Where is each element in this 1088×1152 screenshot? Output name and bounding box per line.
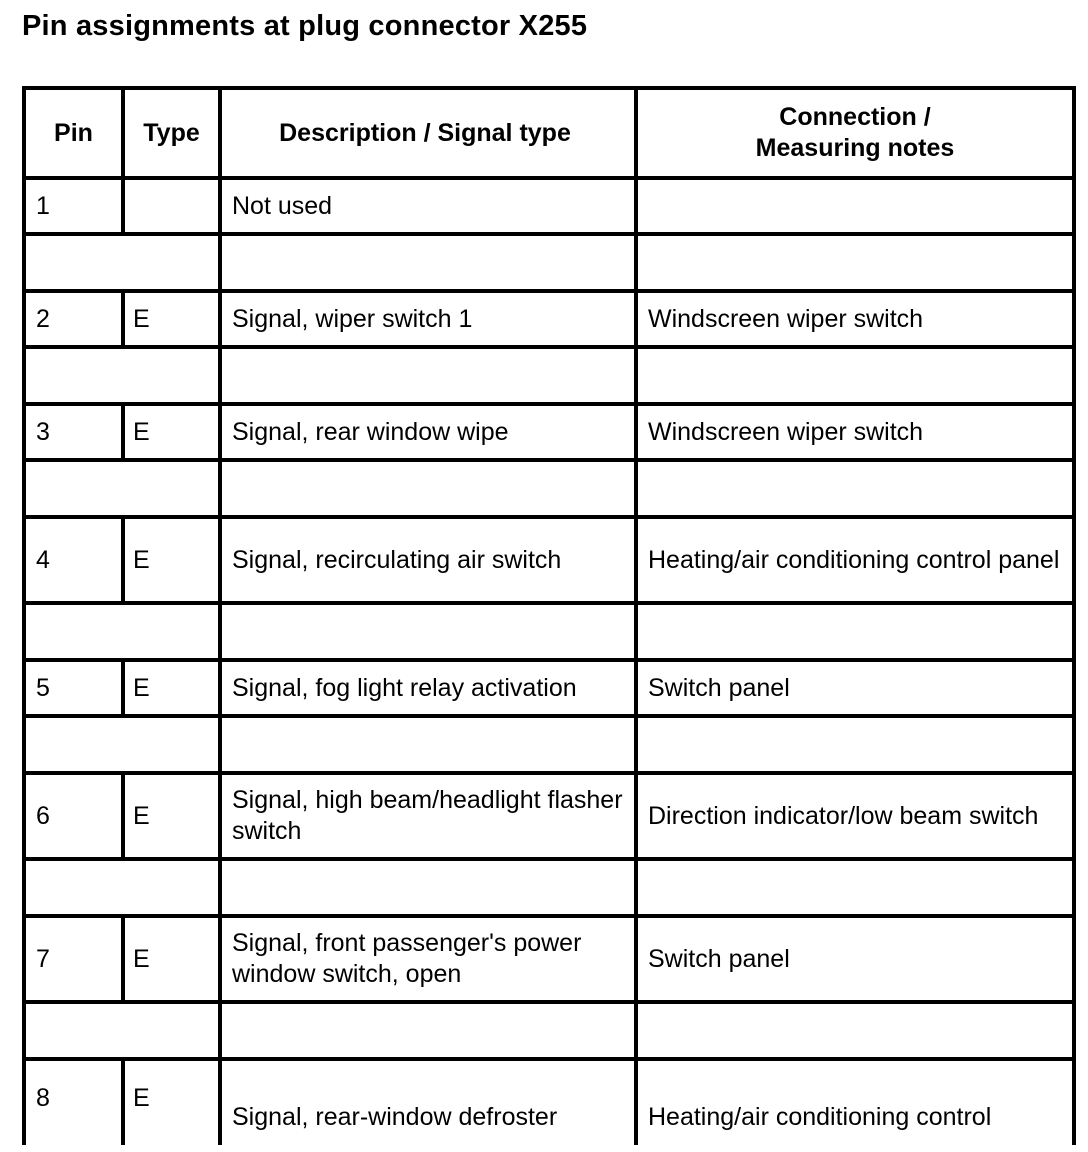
table-row (26, 406, 1072, 462)
description-cell: Signal, high beam/headlight flasher switch (218, 775, 634, 857)
header-type: Type (121, 90, 218, 176)
connection-cell: Heating/air conditioning control panel (634, 519, 1072, 601)
type-cell: E (121, 293, 218, 345)
description-cell: Not used (218, 180, 634, 232)
page-title: Pin assignments at plug connector X255 (22, 10, 588, 42)
description-cell: Signal, rear-window defroster (218, 1061, 634, 1145)
spacer-row (26, 1004, 1072, 1061)
description-cell: Signal, fog light relay activation (218, 662, 634, 714)
spacer-row (26, 718, 1072, 775)
table-header-row (26, 90, 1072, 180)
connection-cell: Windscreen wiper switch (634, 293, 1072, 345)
type-cell: E (121, 406, 218, 458)
pin-cell: 8 (36, 1084, 50, 1112)
spacer-row (26, 462, 1072, 519)
table-row (26, 180, 1072, 236)
table-row (26, 1061, 1072, 1145)
header-connection-line1: Connection / (779, 103, 931, 131)
type-cell: E (121, 1061, 218, 1145)
table-row (26, 662, 1072, 718)
connection-cell: Windscreen wiper switch (634, 406, 1072, 458)
connection-cell: Switch panel (634, 918, 1072, 1000)
table-row (26, 918, 1072, 1004)
pin-cell: 1 (36, 191, 50, 220)
type-cell: E (121, 662, 218, 714)
connection-cell (634, 180, 1072, 232)
pin-assignment-table (22, 86, 1076, 1145)
pin-cell: 3 (36, 417, 50, 446)
connection-cell: Switch panel (634, 662, 1072, 714)
pin-cell: 2 (36, 304, 50, 333)
description-cell: Signal, rear window wipe (218, 406, 634, 458)
type-cell (121, 180, 218, 232)
table-row (26, 519, 1072, 605)
header-connection (634, 90, 1072, 176)
table-row (26, 775, 1072, 861)
pin-cell: 5 (36, 673, 50, 702)
header-pin: Pin (54, 118, 93, 147)
type-cell: E (121, 519, 218, 601)
pin-cell: 7 (36, 944, 50, 973)
spacer-row (26, 861, 1072, 918)
table-row (26, 293, 1072, 349)
header-description: Description / Signal type (218, 90, 634, 176)
spacer-row (26, 605, 1072, 662)
spacer-row (26, 236, 1072, 293)
pin-cell: 6 (36, 801, 50, 830)
connection-cell: Heating/air conditioning control (634, 1061, 1072, 1145)
description-cell: Signal, front passenger's power window switch, open (218, 918, 634, 1000)
type-cell: E (121, 918, 218, 1000)
type-cell: E (121, 775, 218, 857)
connection-cell: Direction indicator/low beam switch (634, 775, 1072, 857)
description-cell: Signal, wiper switch 1 (218, 293, 634, 345)
pin-cell: 4 (36, 545, 50, 574)
header-connection-line2: Measuring notes (755, 134, 955, 162)
description-cell: Signal, recirculating air switch (218, 519, 634, 601)
spacer-row (26, 349, 1072, 406)
